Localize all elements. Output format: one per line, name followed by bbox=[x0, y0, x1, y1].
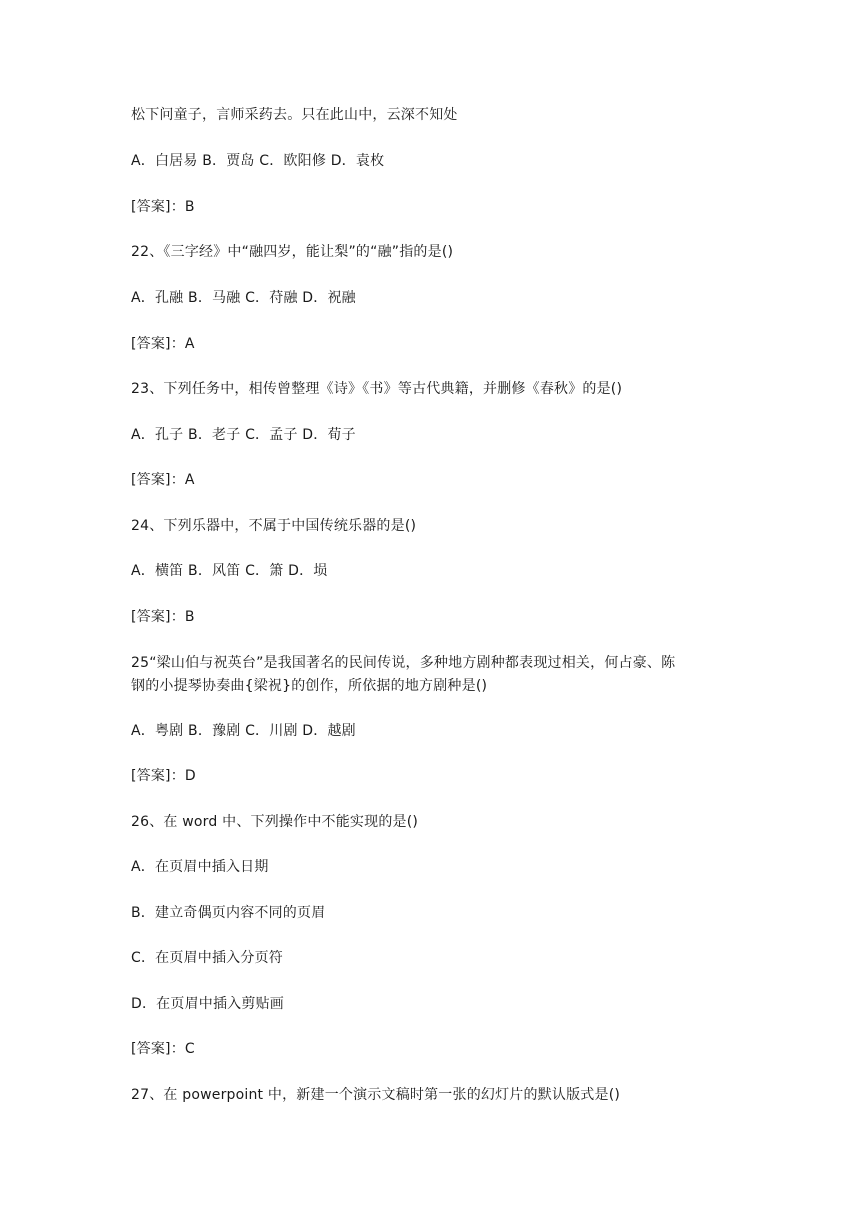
q23-options: A．孔子 B．老子 C．孟子 D．荀子 bbox=[131, 427, 356, 443]
q22-answer: [答案]：A bbox=[131, 336, 195, 352]
q26-option-a: A．在页眉中插入日期 bbox=[131, 859, 269, 875]
q24-answer: [答案]：B bbox=[131, 609, 195, 625]
q25-options: A．粤剧 B．豫剧 C．川剧 D．越剧 bbox=[131, 723, 356, 739]
q25-question-line-1: 25“梁山伯与祝英台”是我国著名的民间传说，多种地方剧种都表现过相关，何占豪、陈 bbox=[131, 655, 676, 671]
q25-question-line-2: 钢的小提琴协奏曲{梁祝}的创作，所依据的地方剧种是() bbox=[131, 678, 488, 694]
poem-line: 松下问童子，言师采药去。只在此山中，云深不知处 bbox=[131, 107, 458, 123]
q22-question: 22、《三字经》中“融四岁，能让梨”的“融”指的是() bbox=[131, 244, 454, 260]
q26-option-b: B．建立奇偶页内容不同的页眉 bbox=[131, 905, 326, 921]
q26-answer: [答案]：C bbox=[131, 1041, 195, 1057]
q25-answer: [答案]：D bbox=[131, 768, 196, 784]
q27-question: 27、在 powerpoint 中，新建一个演示文稿时第一张的幻灯片的默认版式是() bbox=[131, 1087, 621, 1103]
q26-option-d: D．在页眉中插入剪贴画 bbox=[131, 996, 284, 1012]
q24-options: A．横笛 B．风笛 C．箫 D．埙 bbox=[131, 563, 328, 579]
q24-question: 24、下列乐器中，不属于中国传统乐器的是() bbox=[131, 518, 417, 534]
q26-question: 26、在 word 中、下列操作中不能实现的是() bbox=[131, 814, 419, 830]
q26-option-c: C．在页眉中插入分页符 bbox=[131, 950, 283, 966]
q23-answer: [答案]：A bbox=[131, 472, 195, 488]
q21-options: A．白居易 B．贾岛 C．欧阳修 D．袁枚 bbox=[131, 153, 385, 169]
q23-question: 23、下列任务中，相传曾整理《诗》《书》等古代典籍，并删修《春秋》的是() bbox=[131, 381, 623, 397]
q21-answer: [答案]：B bbox=[131, 199, 195, 215]
q22-options: A．孔融 B．马融 C．苻融 D．祝融 bbox=[131, 290, 356, 306]
